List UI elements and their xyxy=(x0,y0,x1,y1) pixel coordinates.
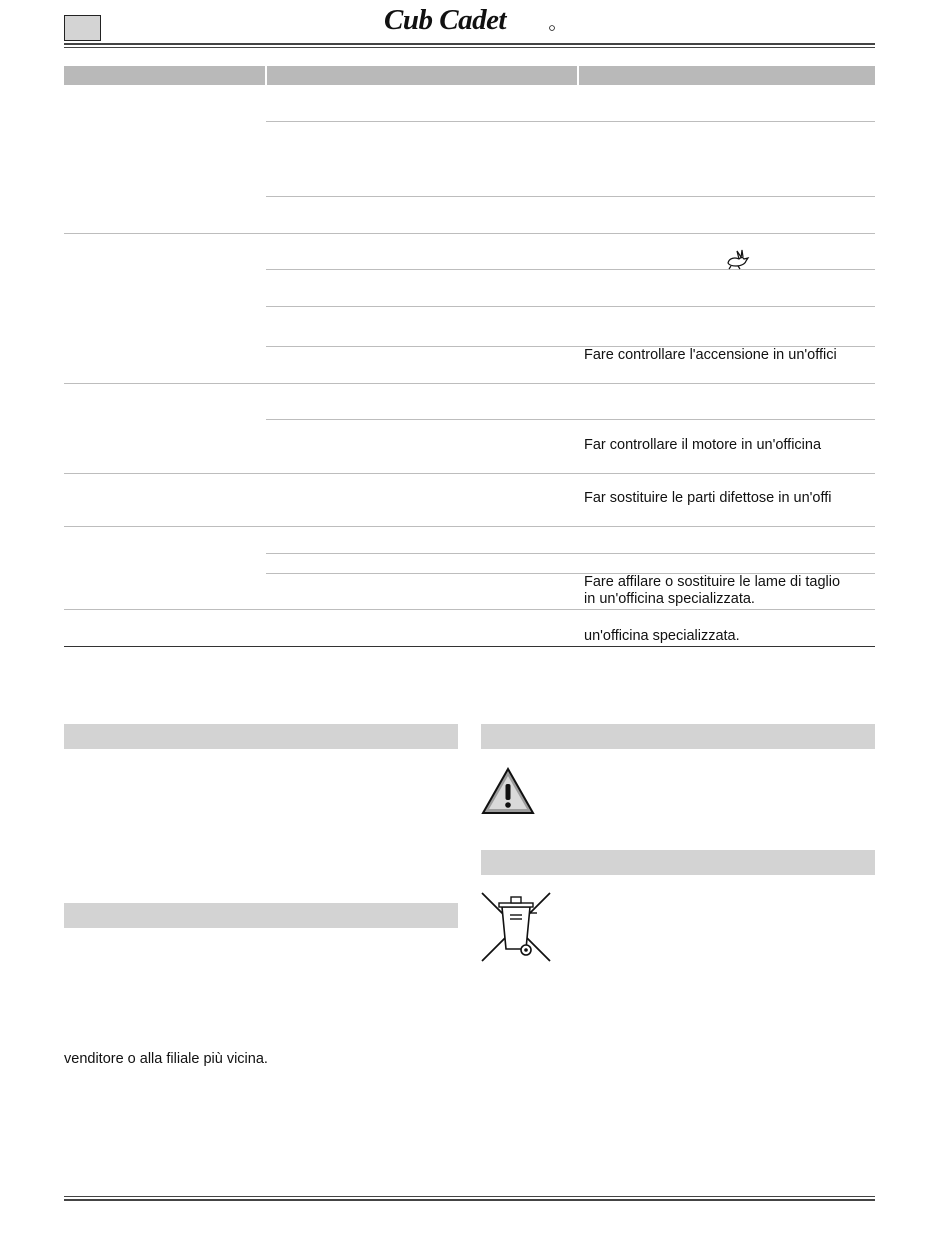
remedy-replace-parts: Far sostituire le parti difettose in un'offi xyxy=(584,490,832,506)
page-number-box xyxy=(64,15,101,41)
cub-cadet-logo xyxy=(380,2,560,36)
left-section-bar-2 xyxy=(64,903,458,928)
remedy-engine-check: Far controllare il motore in un'officina xyxy=(584,437,822,453)
right-section-bar-1 xyxy=(481,724,875,749)
left-section-bar-1 xyxy=(64,724,458,749)
table-row-divider xyxy=(64,473,875,474)
table-row-divider xyxy=(266,121,875,122)
svg-text:Cub Cadet: Cub Cadet xyxy=(384,4,506,36)
remedy-sharpen-blades-line2: in un'officina specializzata. xyxy=(584,591,755,607)
footer-rule-top xyxy=(64,1196,875,1197)
table-row-divider xyxy=(266,196,875,197)
table-bottom-rule xyxy=(64,646,875,647)
table-row-divider xyxy=(64,233,875,234)
right-section-bar-2 xyxy=(481,850,875,875)
table-row-divider xyxy=(266,306,875,307)
table-row-divider xyxy=(266,419,875,420)
header-rule-top xyxy=(64,43,875,45)
table-header-separator xyxy=(577,66,579,85)
table-row-divider xyxy=(266,269,875,270)
footer-rule-bottom xyxy=(64,1199,875,1201)
remedy-ignition-check: Fare controllare l'accensione in un'offici xyxy=(584,347,837,363)
remedy-sharpen-blades-line1: Fare affilare o sostituire le lame di taglio xyxy=(584,574,841,590)
rabbit-fast-icon xyxy=(724,249,750,271)
table-row-divider xyxy=(64,609,875,610)
left-column-text: venditore o alla filiale più vicina. xyxy=(64,1051,268,1067)
table-row-divider xyxy=(64,383,875,384)
table-header-separator xyxy=(265,66,267,85)
header-rule-bottom xyxy=(64,47,875,48)
crossed-bin-weee-icon xyxy=(480,891,552,963)
table-row-divider xyxy=(64,526,875,527)
warning-triangle-icon xyxy=(481,767,535,815)
remedy-workshop: un'officina specializzata. xyxy=(584,628,740,644)
table-row-divider xyxy=(266,553,875,554)
table-header xyxy=(64,66,875,85)
